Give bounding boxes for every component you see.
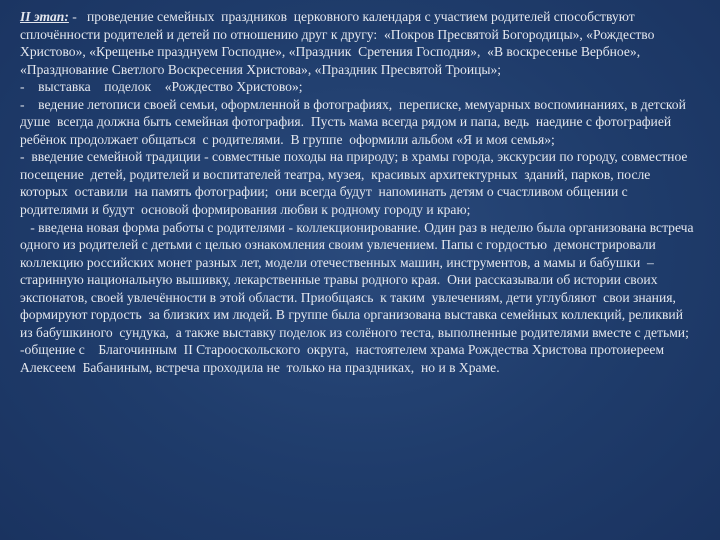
paragraph-exhibition: - выставка поделок «Рождество Христово»; bbox=[20, 79, 303, 95]
paragraph-family-chronicle: - ведение летописи своей семьи, оформленной в фотографиях, переписке, мемуарных воспоминаниях, в детской душе всегда должна быть семейная фотография. Пусть мама всегда рядом и папа, ведь наедине с фотографией ребёнок продолжает общаться с родителями. В группе оформили альбом «Я и моя семья»; bbox=[20, 96, 690, 147]
stage-label: II этап: bbox=[20, 9, 69, 24]
paragraph-collecting: - введена новая форма работы с родителями - коллекционирование. Один раз в неделю была организована встреча одного из родителей с детьми с целью ознакомления своим увлечением. Папы с гордостью демонстрировали коллекцию российских монет разных лет, модели отечественных машин, инструментов, а мамы и бабушки – старинную национальную вышивку, лекарственные травы родного края. Они рассказывали об истории своих экспонатов, своей увлечённости в этой области. Приобщаясь к таким увлечениям, дети углубляют свои знания, формируют гордость за близких им людей. В группе была организована выставка семейных коллекций, реликвий из бабушкиного сундука, а также выставку поделок из солёного теста, выполненные родителями вместе с детьми; bbox=[20, 219, 697, 340]
paragraph-text: - проведение семейных праздников церковного календаря с участием родителей способствуют сплочённости родителей и детей по отношению друг к другу: «Покров Пресвятой Богородицы», «Рождество Христово», «Крещенье празднуем Господне», «Праздник Сретения Господня», «В воскресенье Вербное», «Празднование Светлого Воскресения Христова», «Праздник Пресвятой Троицы»; bbox=[20, 9, 658, 77]
paragraph-communication: -общение с Благочинным II Старооскольского округа, настоятелем храма Рождества Христова протоиереем Алексеем Бабаниным, встреча проходила не только на праздниках, но и в Храме. bbox=[20, 342, 668, 375]
paragraph-family-tradition: - введение семейной традиции - совместные походы на природу; в храмы города, экскурсии по городу, совместное посещение детей, родителей и воспитателей театра, музея, красивых архитектурных зданий, парков, после которых оставили на память фотографии; они всегда будут напоминать детям о счастливом общении с родителями и будут основой формирования любви к родному городу и краю; bbox=[20, 149, 691, 218]
slide-text-body bbox=[20, 8, 698, 376]
paragraph-stage-intro bbox=[20, 8, 698, 78]
